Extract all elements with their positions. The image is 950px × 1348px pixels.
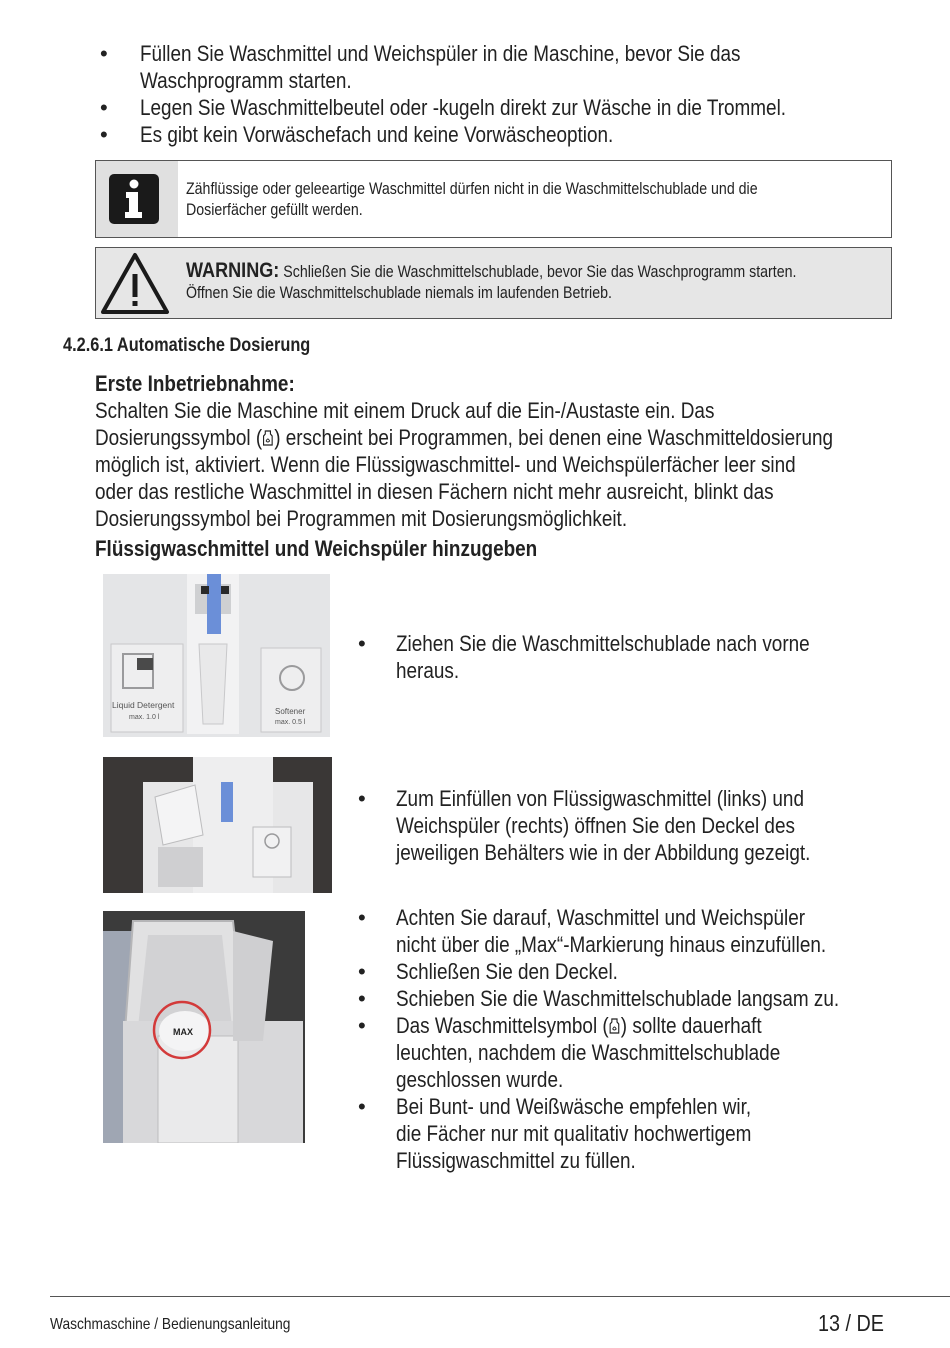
step-item: • Achten Sie darauf, Waschmittel und Weichspüler nicht über die „Max“-Markierung hinaus einzufüllen.	[358, 904, 911, 958]
info-note-text: Zähflüssige oder geleeartige Waschmittel dürfen nicht in die Waschmittelschublade und die	[186, 180, 758, 198]
bullet-text: Füllen Sie Waschmittel und Weichspüler in die Maschine, bevor Sie das	[140, 41, 741, 66]
step-list-3	[358, 904, 911, 1174]
step-item: • Bei Bunt- und Weißwäsche empfehlen wir, die Fächer nur mit qualitativ hochwertigem Flüssigwaschmittel zu füllen.	[358, 1093, 911, 1174]
info-note	[95, 160, 892, 238]
warning-text: Schließen Sie die Waschmittelschublade, bevor Sie das Waschprogramm starten.	[283, 263, 797, 281]
bullet-text: Waschprogramm starten.	[140, 68, 352, 93]
bullet-text: Legen Sie Waschmittelbeutel oder -kugeln direkt zur Wäsche in die Trommel.	[140, 95, 787, 120]
intro-bullet	[100, 121, 920, 148]
warning-label: WARNING:	[186, 259, 280, 282]
photo-label-softener: Softener	[275, 707, 306, 716]
info-note-text: Dosierfächer gefüllt werden.	[186, 201, 363, 219]
add-detergent-heading: Flüssigwaschmittel und Weichspüler hinzugeben	[95, 536, 538, 561]
section-heading: 4.2.6.1 Automatische Dosierung	[63, 335, 311, 356]
photo-label-liquid-max: max. 1.0 l	[129, 714, 160, 721]
intro-bullet-list	[100, 40, 920, 148]
info-icon	[96, 161, 178, 237]
first-use-heading: Erste Inbetriebnahme:	[95, 371, 295, 396]
paragraph-line: oder das restliche Waschmittel in diesen Fächern nicht mehr ausreicht, blinkt das	[95, 479, 774, 504]
opened-lid-illustration	[103, 757, 332, 893]
step-item: • Schieben Sie die Waschmittelschublade langsam zu.	[358, 985, 911, 1012]
paragraph-line: Dosierungssymbol (	[95, 425, 263, 450]
first-use-paragraph	[95, 397, 950, 532]
step-item: • Das Waschmittelsymbol ( ) sollte dauerhaft leuchten, nachdem die Waschmittelschublade geschlossen wurde.	[358, 1012, 911, 1093]
footer-divider	[50, 1296, 950, 1297]
max-marker-photo	[103, 911, 305, 1143]
step-list-1	[358, 630, 877, 684]
page-number: 13 / DE	[818, 1310, 884, 1336]
step-item: • Zum Einfüllen von Flüssigwaschmittel (links) und Weichspüler (rechts) öffnen Sie den Deckel des jeweiligen Behälters wie in der Abbildung gezeigt.	[358, 785, 878, 866]
paragraph-line: Dosierungssymbol bei Programmen mit Dosierungsmöglichkeit.	[95, 506, 628, 531]
step-item: • Schließen Sie den Deckel.	[358, 958, 911, 985]
warning-triangle-icon	[96, 248, 178, 318]
intro-bullet	[100, 40, 920, 94]
max-mark-label: MAX	[173, 1027, 193, 1037]
paragraph-line: ) erscheint bei Programmen, bei denen eine Waschmitteldosierung	[274, 425, 834, 450]
step-list-2	[358, 785, 878, 866]
intro-bullet	[100, 94, 920, 121]
detergent-drawer-illustration	[103, 574, 330, 737]
warning-note	[95, 247, 892, 319]
max-marker-illustration	[103, 911, 305, 1143]
paragraph-line: möglich ist, aktiviert. Wenn die Flüssigwaschmittel- und Weichspülerfächer leer sind	[95, 452, 796, 477]
step-item: • Ziehen Sie die Waschmittelschublade nach vorne heraus.	[358, 630, 877, 684]
bullet-text: Es gibt kein Vorwäschefach und keine Vorwäscheoption.	[140, 122, 614, 147]
warning-text: Öffnen Sie die Waschmittelschublade niemals im laufenden Betrieb.	[186, 284, 612, 302]
dosing-icon	[262, 429, 274, 447]
footer-title: Waschmaschine / Bedienungsanleitung	[50, 1316, 291, 1333]
opened-lid-photo	[103, 757, 332, 893]
photo-label-liquid: Liquid Detergent	[112, 700, 175, 710]
photo-label-softener-max: max. 0.5 l	[275, 719, 306, 726]
detergent-drawer-photo	[103, 574, 330, 737]
paragraph-line: Schalten Sie die Maschine mit einem Druck auf die Ein-/Austaste ein. Das	[95, 398, 715, 423]
detergent-icon	[609, 1017, 621, 1035]
